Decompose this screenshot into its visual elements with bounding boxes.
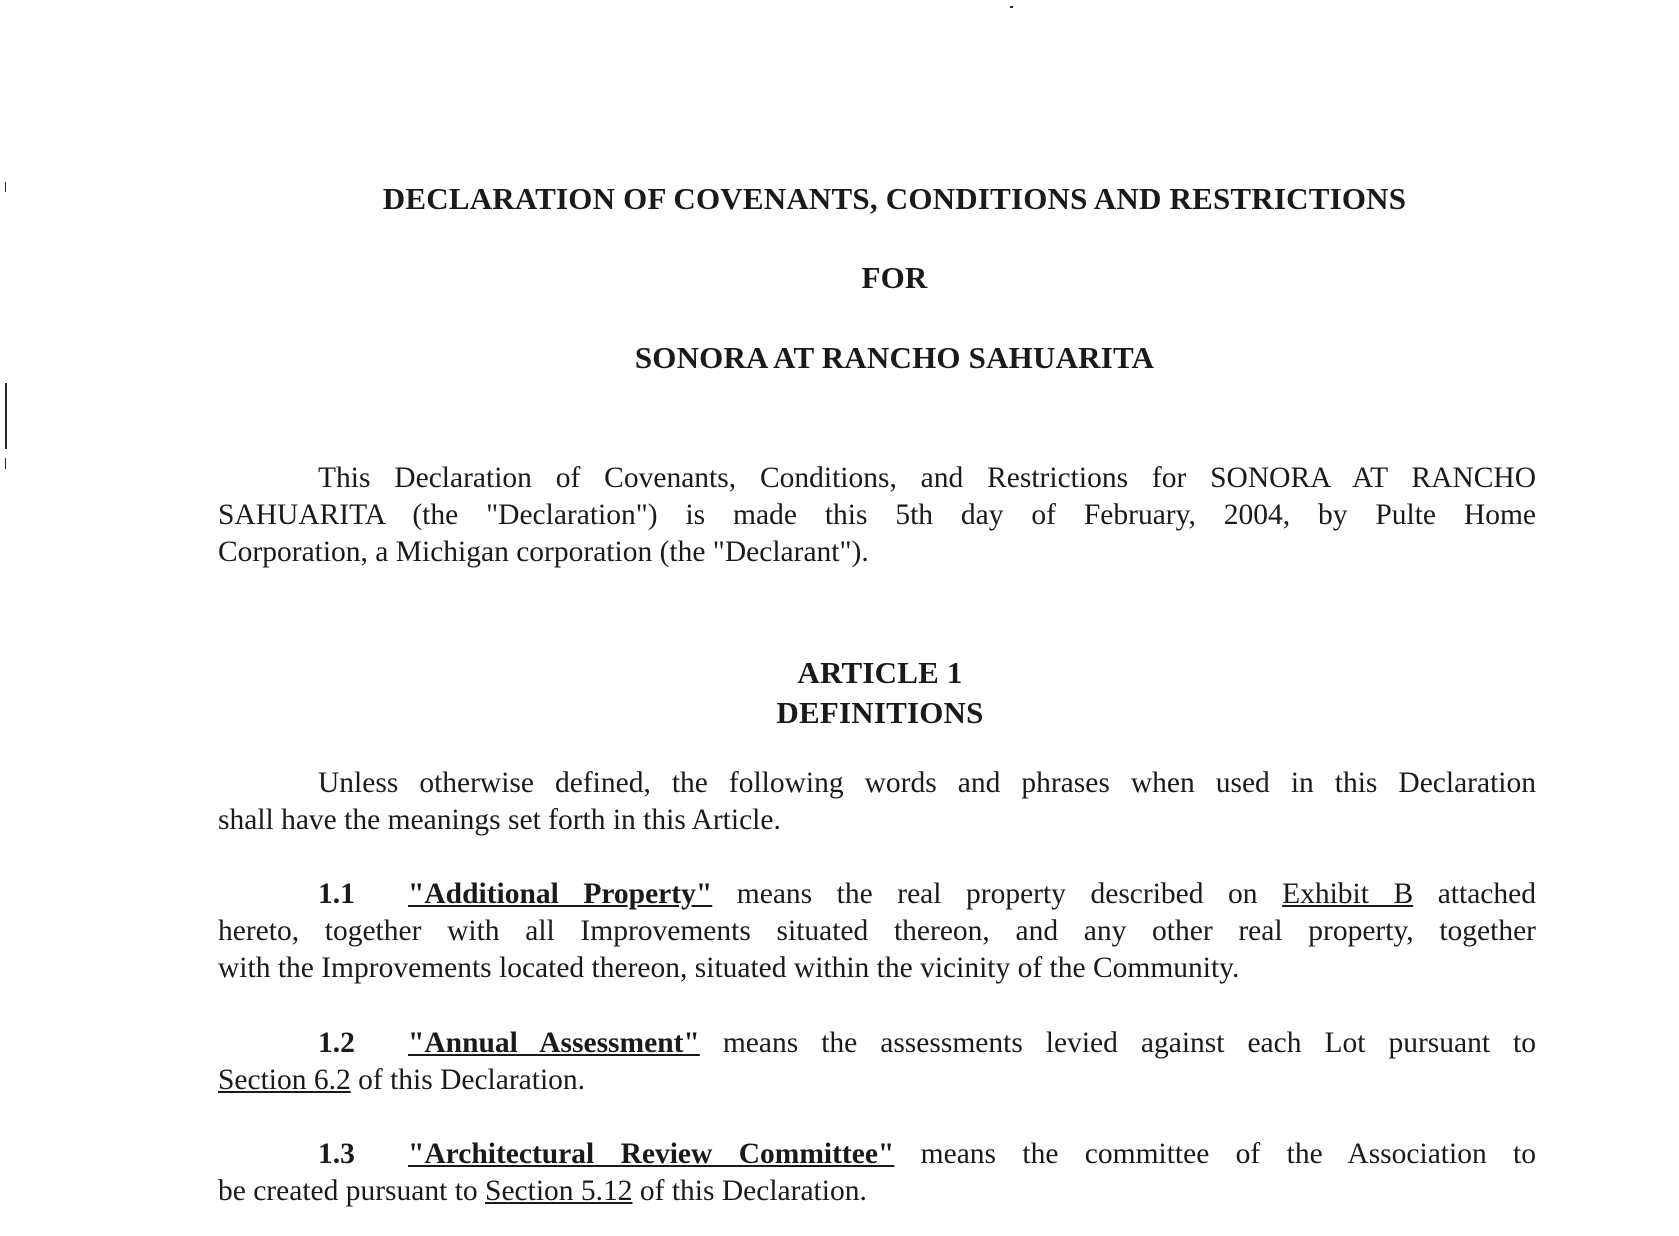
scan-mark-left-2	[5, 383, 7, 449]
section-1-1-line-3: with the Improvements located thereon, situated within the vicinity of the Community.	[218, 952, 1240, 984]
scan-mark-top	[1010, 6, 1013, 8]
article-number: ARTICLE 1	[797, 655, 963, 690]
intro-line-1: This Declaration of Covenants, Conditions, and Restrictions for SONORA AT RANCHO	[318, 462, 1536, 494]
intro-paragraph	[218, 460, 1536, 571]
document-title-line3: SONORA AT RANCHO SAHUARITA	[634, 340, 1155, 375]
definitions-intro-line-1: Unless otherwise defined, the following words and phrases when used in this Declaration	[318, 767, 1536, 799]
scan-mark-left-1	[5, 182, 6, 192]
definitions-intro-line-2: shall have the meanings set forth in this Article.	[218, 804, 781, 836]
defined-term: "Annual Assessment"	[408, 1027, 700, 1059]
section-1-2	[218, 1025, 1536, 1099]
definitions-intro-paragraph	[218, 765, 1536, 839]
section-1-3	[218, 1136, 1536, 1210]
section-number: 1.3	[318, 1138, 355, 1170]
section-1-2-line-1: 1.2 "Annual Assessment" means the assessments levied against each Lot pursuant to	[218, 1025, 1536, 1062]
section-number: 1.2	[318, 1027, 355, 1059]
section-reference[interactable]: Section 6.2	[218, 1064, 351, 1096]
article-name: DEFINITIONS	[776, 695, 984, 730]
section-1-2-line-2: Section 6.2 of this Declaration.	[218, 1064, 586, 1096]
document-title-line2: FOR	[861, 260, 928, 295]
section-reference[interactable]: Section 5.12	[485, 1175, 633, 1207]
section-1-1-line-2: hereto, together with all Improvements situated thereon, and any other real property, together	[218, 915, 1536, 947]
defined-term: "Additional Property"	[408, 878, 713, 910]
section-number: 1.1	[318, 878, 355, 910]
document-title-line1: DECLARATION OF COVENANTS, CONDITIONS AND RESTRICTIONS	[382, 181, 1407, 216]
section-1-1	[218, 876, 1536, 987]
scan-mark-left-3	[5, 458, 6, 469]
section-1-3-line-2: be created pursuant to Section 5.12 of this Declaration.	[218, 1175, 867, 1207]
defined-term: "Architectural Review Committee"	[408, 1138, 895, 1170]
section-1-1-line-1: 1.1 "Additional Property" means the real property described on Exhibit B attached	[218, 876, 1536, 913]
exhibit-reference[interactable]: Exhibit B	[1282, 878, 1414, 910]
intro-line-2: SAHUARITA (the "Declaration") is made this 5th day of February, 2004, by Pulte Home	[218, 499, 1536, 531]
intro-line-3: Corporation, a Michigan corporation (the "Declarant").	[218, 536, 869, 568]
section-1-3-line-1: 1.3 "Architectural Review Committee" means the committee of the Association to	[218, 1136, 1536, 1173]
